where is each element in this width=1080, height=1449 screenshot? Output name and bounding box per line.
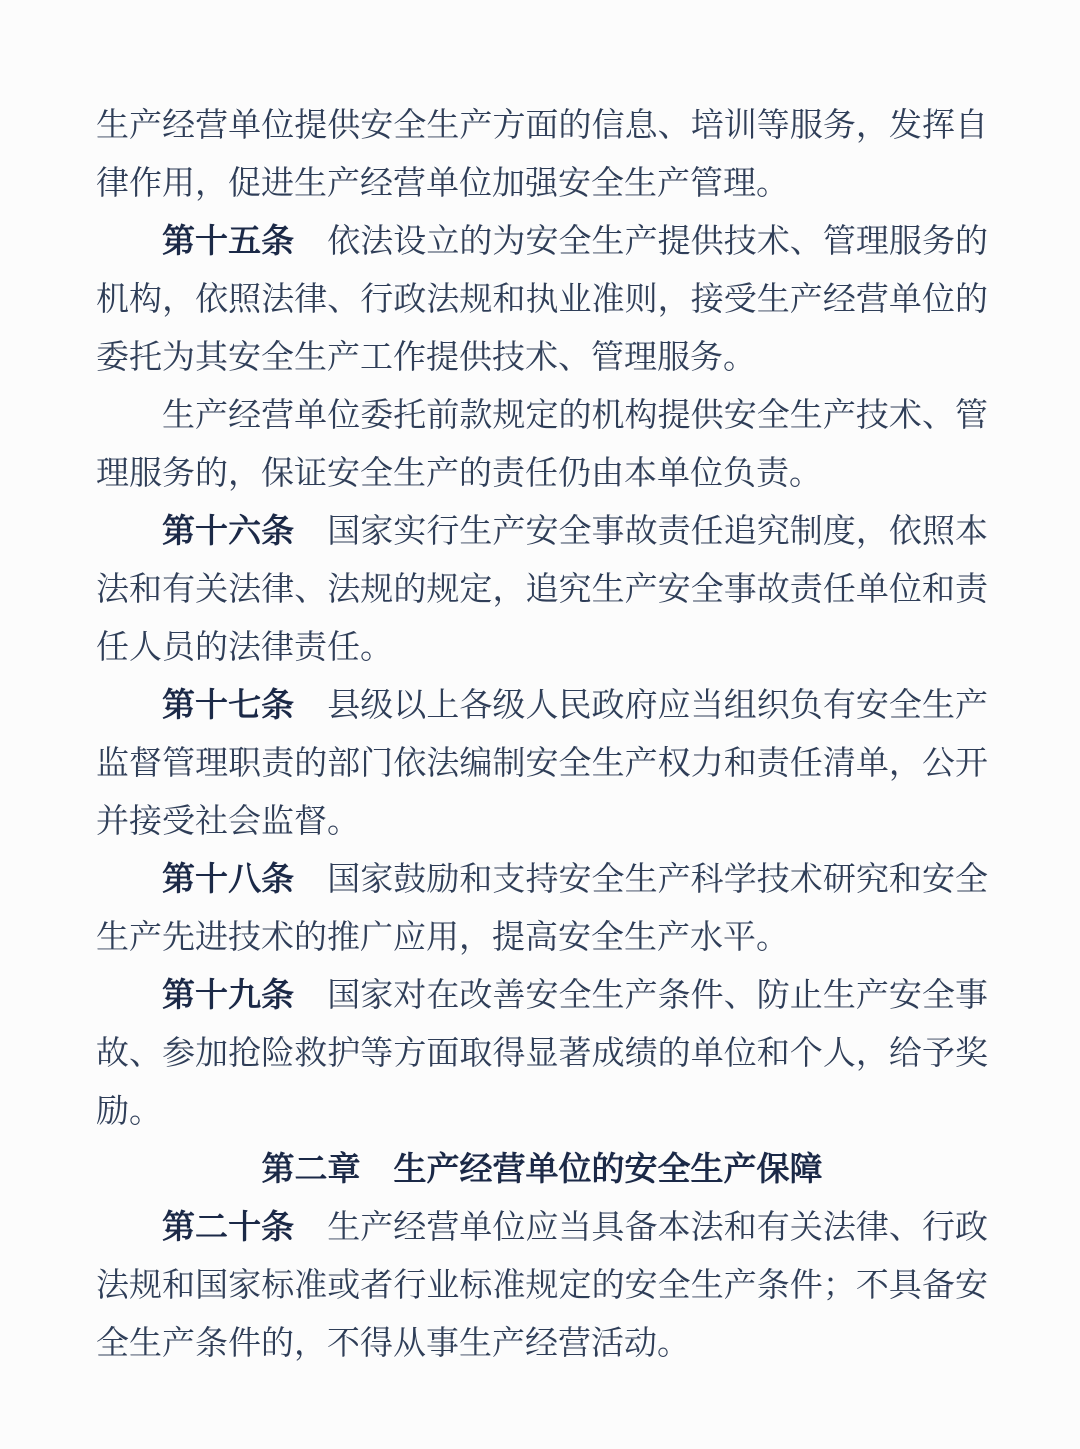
article-number: 第十六条 <box>162 511 295 550</box>
document-content <box>96 96 988 1372</box>
article-number: 第十七条 <box>162 685 295 724</box>
paragraph-text: 生产经营单位委托前款规定的机构提供安全生产技术、管理服务的，保证安全生产的责任仍由本单位负责。 <box>96 395 988 492</box>
article-number: 第二十条 <box>162 1207 295 1246</box>
article-number: 第十九条 <box>162 975 295 1014</box>
paragraph-text: 县级以上各级人民政府应当组织负有安全生产监督管理职责的部门依法编制安全生产权力和责任清单，公开并接受社会监督。 <box>96 685 989 840</box>
article-paragraph <box>96 502 988 676</box>
article-paragraph <box>96 212 988 386</box>
article-paragraph <box>96 966 988 1140</box>
article-number: 第十五条 <box>162 221 295 260</box>
paragraph-text: 国家实行生产安全事故责任追究制度，依照本法和有关法律、法规的规定，追究生产安全事故责任单位和责任人员的法律责任。 <box>96 511 989 666</box>
paragraph-text: 国家对在改善安全生产条件、防止生产安全事故、参加抢险救护等方面取得显著成绩的单位和个人，给予奖励。 <box>96 975 989 1130</box>
article-paragraph <box>96 386 988 502</box>
article-paragraph <box>96 676 988 850</box>
article-paragraph <box>96 1198 988 1372</box>
article-number: 第十八条 <box>162 859 295 898</box>
paragraph-text: 依法设立的为安全生产提供技术、管理服务的机构，依照法律、行政法规和执业准则，接受生产经营单位的委托为其安全生产工作提供技术、管理服务。 <box>96 221 989 376</box>
paragraph-text: 生产经营单位应当具备本法和有关法律、行政法规和国家标准或者行业标准规定的安全生产条件；不具备安全生产条件的，不得从事生产经营活动。 <box>96 1207 989 1362</box>
article-paragraph <box>96 96 988 212</box>
paragraph-text: 国家鼓励和支持安全生产科学技术研究和安全生产先进技术的推广应用，提高安全生产水平。 <box>96 859 989 956</box>
paragraph-text: 第二章 生产经营单位的安全生产保障 <box>261 1149 823 1188</box>
article-paragraph <box>96 850 988 966</box>
paragraph-text: 生产经营单位提供安全生产方面的信息、培训等服务，发挥自律作用，促进生产经营单位加强安全生产管理。 <box>96 105 988 202</box>
chapter-heading <box>96 1140 988 1198</box>
